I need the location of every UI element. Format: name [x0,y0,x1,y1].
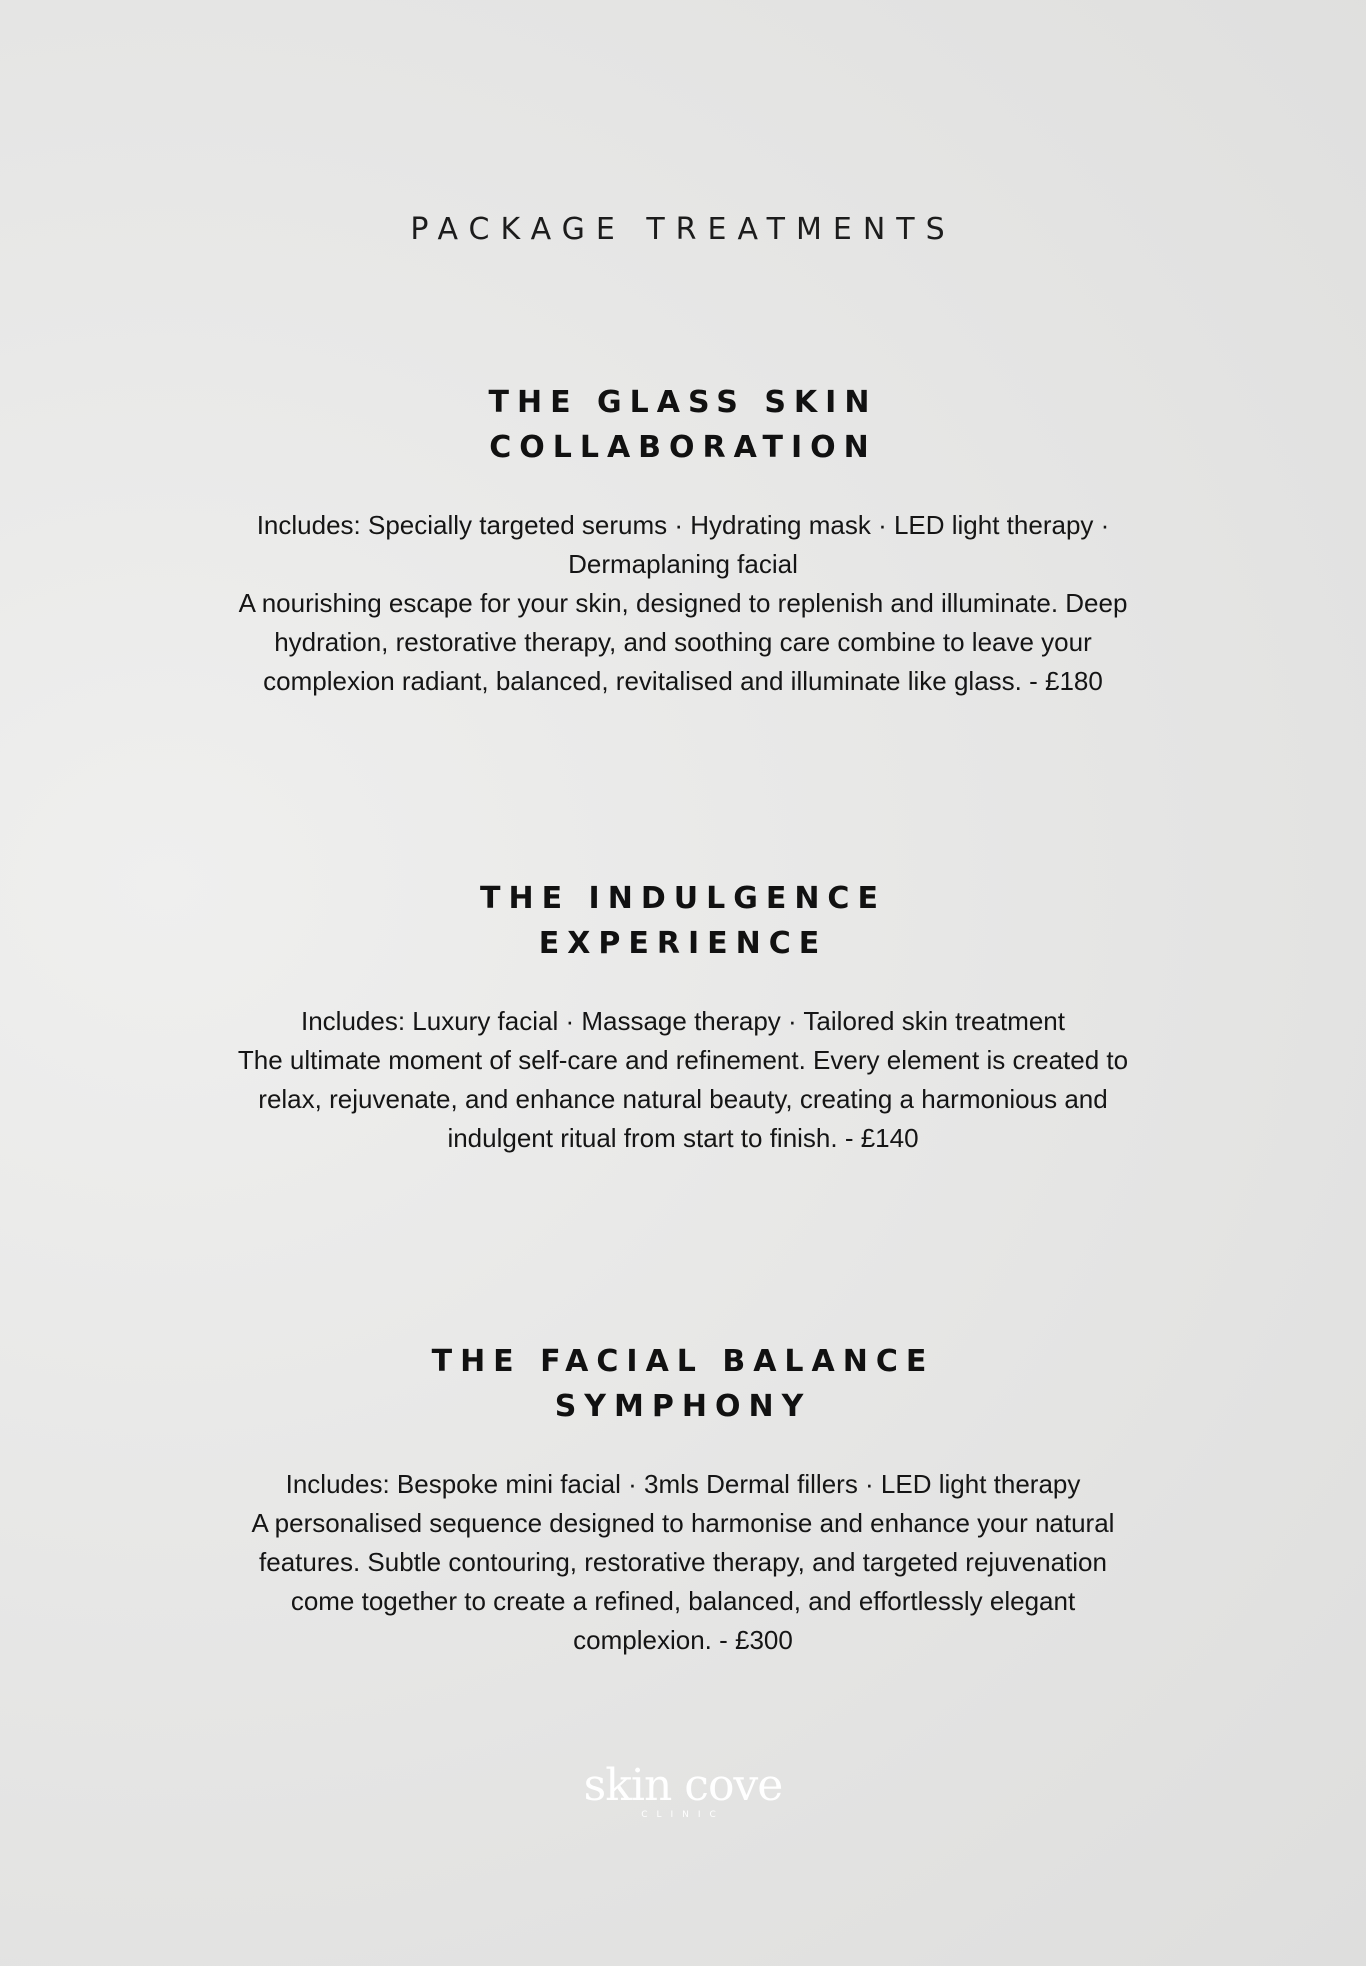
package-glass-skin [0,380,1366,701]
package-title-line: EXPERIENCE [538,926,828,961]
description-line: Includes: Specially targeted serums · Hydrating mask · LED light therapy · [256,510,1110,540]
package-title-line: SYMPHONY [554,1389,812,1424]
package-title-line: COLLABORATION [489,430,877,465]
logo-wordmark: skin cove [583,1760,783,1811]
description-line: complexion radiant, balanced, revitalised and illuminate like glass. - £180 [263,666,1103,696]
package-facial-balance [0,1339,1366,1660]
description-line: Includes: Bespoke mini facial · 3mls Dermal fillers · LED light therapy [285,1469,1081,1499]
package-title [0,876,1366,966]
description-line: The ultimate moment of self-care and refinement. Every element is created to [237,1045,1129,1075]
package-description [193,1002,1173,1158]
package-title [0,1339,1366,1429]
logo-subtitle: CLINIC [641,1810,725,1820]
description-line: hydration, restorative therapy, and soothing care combine to leave your [274,627,1092,657]
package-title [0,380,1366,470]
package-title-line: THE FACIAL BALANCE [431,1344,935,1379]
description-line: relax, rejuvenate, and enhance natural beauty, creating a harmonious and [258,1084,1108,1114]
description-line: come together to create a refined, balanced, and effortlessly elegant [290,1586,1076,1616]
description-line: complexion. - £300 [573,1625,793,1655]
package-description [193,506,1173,701]
clinic-logo [0,1760,1366,1820]
description-line: A nourishing escape for your skin, designed to replenish and illuminate. Deep [238,588,1128,618]
package-indulgence [0,876,1366,1158]
description-line: indulgent ritual from start to finish. - £140 [447,1123,919,1153]
description-line: Dermaplaning facial [568,549,798,579]
package-title-line: THE GLASS SKIN [488,385,878,420]
description-line: A personalised sequence designed to harmonise and enhance your natural [251,1508,1115,1538]
page-title: PACKAGE TREATMENTS [410,212,956,247]
package-description [193,1465,1173,1660]
description-line: Includes: Luxury facial · Massage therapy · Tailored skin treatment [301,1006,1065,1036]
package-title-line: THE INDULGENCE [480,881,886,916]
description-line: features. Subtle contouring, restorative therapy, and targeted rejuvenation [259,1547,1107,1577]
